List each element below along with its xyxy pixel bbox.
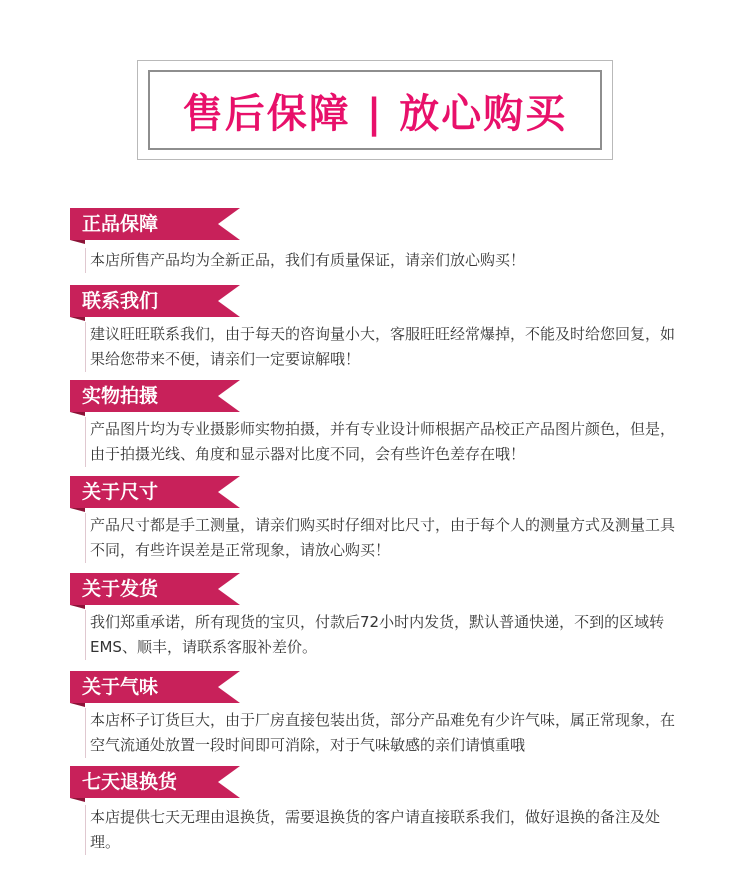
section-title: 七天退换货 (82, 771, 178, 793)
section-title: 实物拍摄 (82, 385, 159, 407)
section-title: 关于发货 (82, 578, 159, 600)
section-text: 本店所售产品均为全新正品，我们有质量保证，请亲们放心购买！ (85, 248, 685, 273)
title-frame-inner (148, 70, 602, 150)
section-text: 我们郑重承诺，所有现货的宝贝，付款后72小时内发货，默认普通快递，不到的区域转EMS、顺丰，请联系客服补差价。 (85, 610, 685, 660)
section-title: 联系我们 (82, 290, 159, 312)
section-text: 建议旺旺联系我们，由于每天的咨询量小大，客服旺旺经常爆掉，不能及时给您回复，如果给您带来不便，请亲们一定要谅解哦！ (85, 322, 685, 372)
title-frame (137, 60, 613, 160)
section-text: 本店杯子订货巨大，由于厂房直接包装出货，部分产品难免有少许气味，属正常现象，在空气流通处放置一段时间即可消除，对于气味敏感的亲们请慎重哦 (85, 708, 685, 758)
section-text: 本店提供七天无理由退换货，需要退换货的客户请直接联系我们，做好退换的备注及处理。 (85, 805, 685, 855)
section-text: 产品尺寸都是手工测量，请亲们购买时仔细对比尺寸，由于每个人的测量方式及测量工具不同，有些许误差是正常现象，请放心购买！ (85, 513, 685, 563)
page-title: 售后保障 | 放心购买 (182, 90, 568, 137)
section-title: 关于尺寸 (82, 481, 159, 503)
section-title: 关于气味 (82, 676, 159, 698)
section-title: 正品保障 (82, 213, 159, 235)
section-text: 产品图片均为专业摄影师实物拍摄，并有专业设计师根据产品校正产品图片颜色，但是，由于拍摄光线、角度和显示器对比度不同，会有些许色差存在哦！ (85, 417, 685, 467)
